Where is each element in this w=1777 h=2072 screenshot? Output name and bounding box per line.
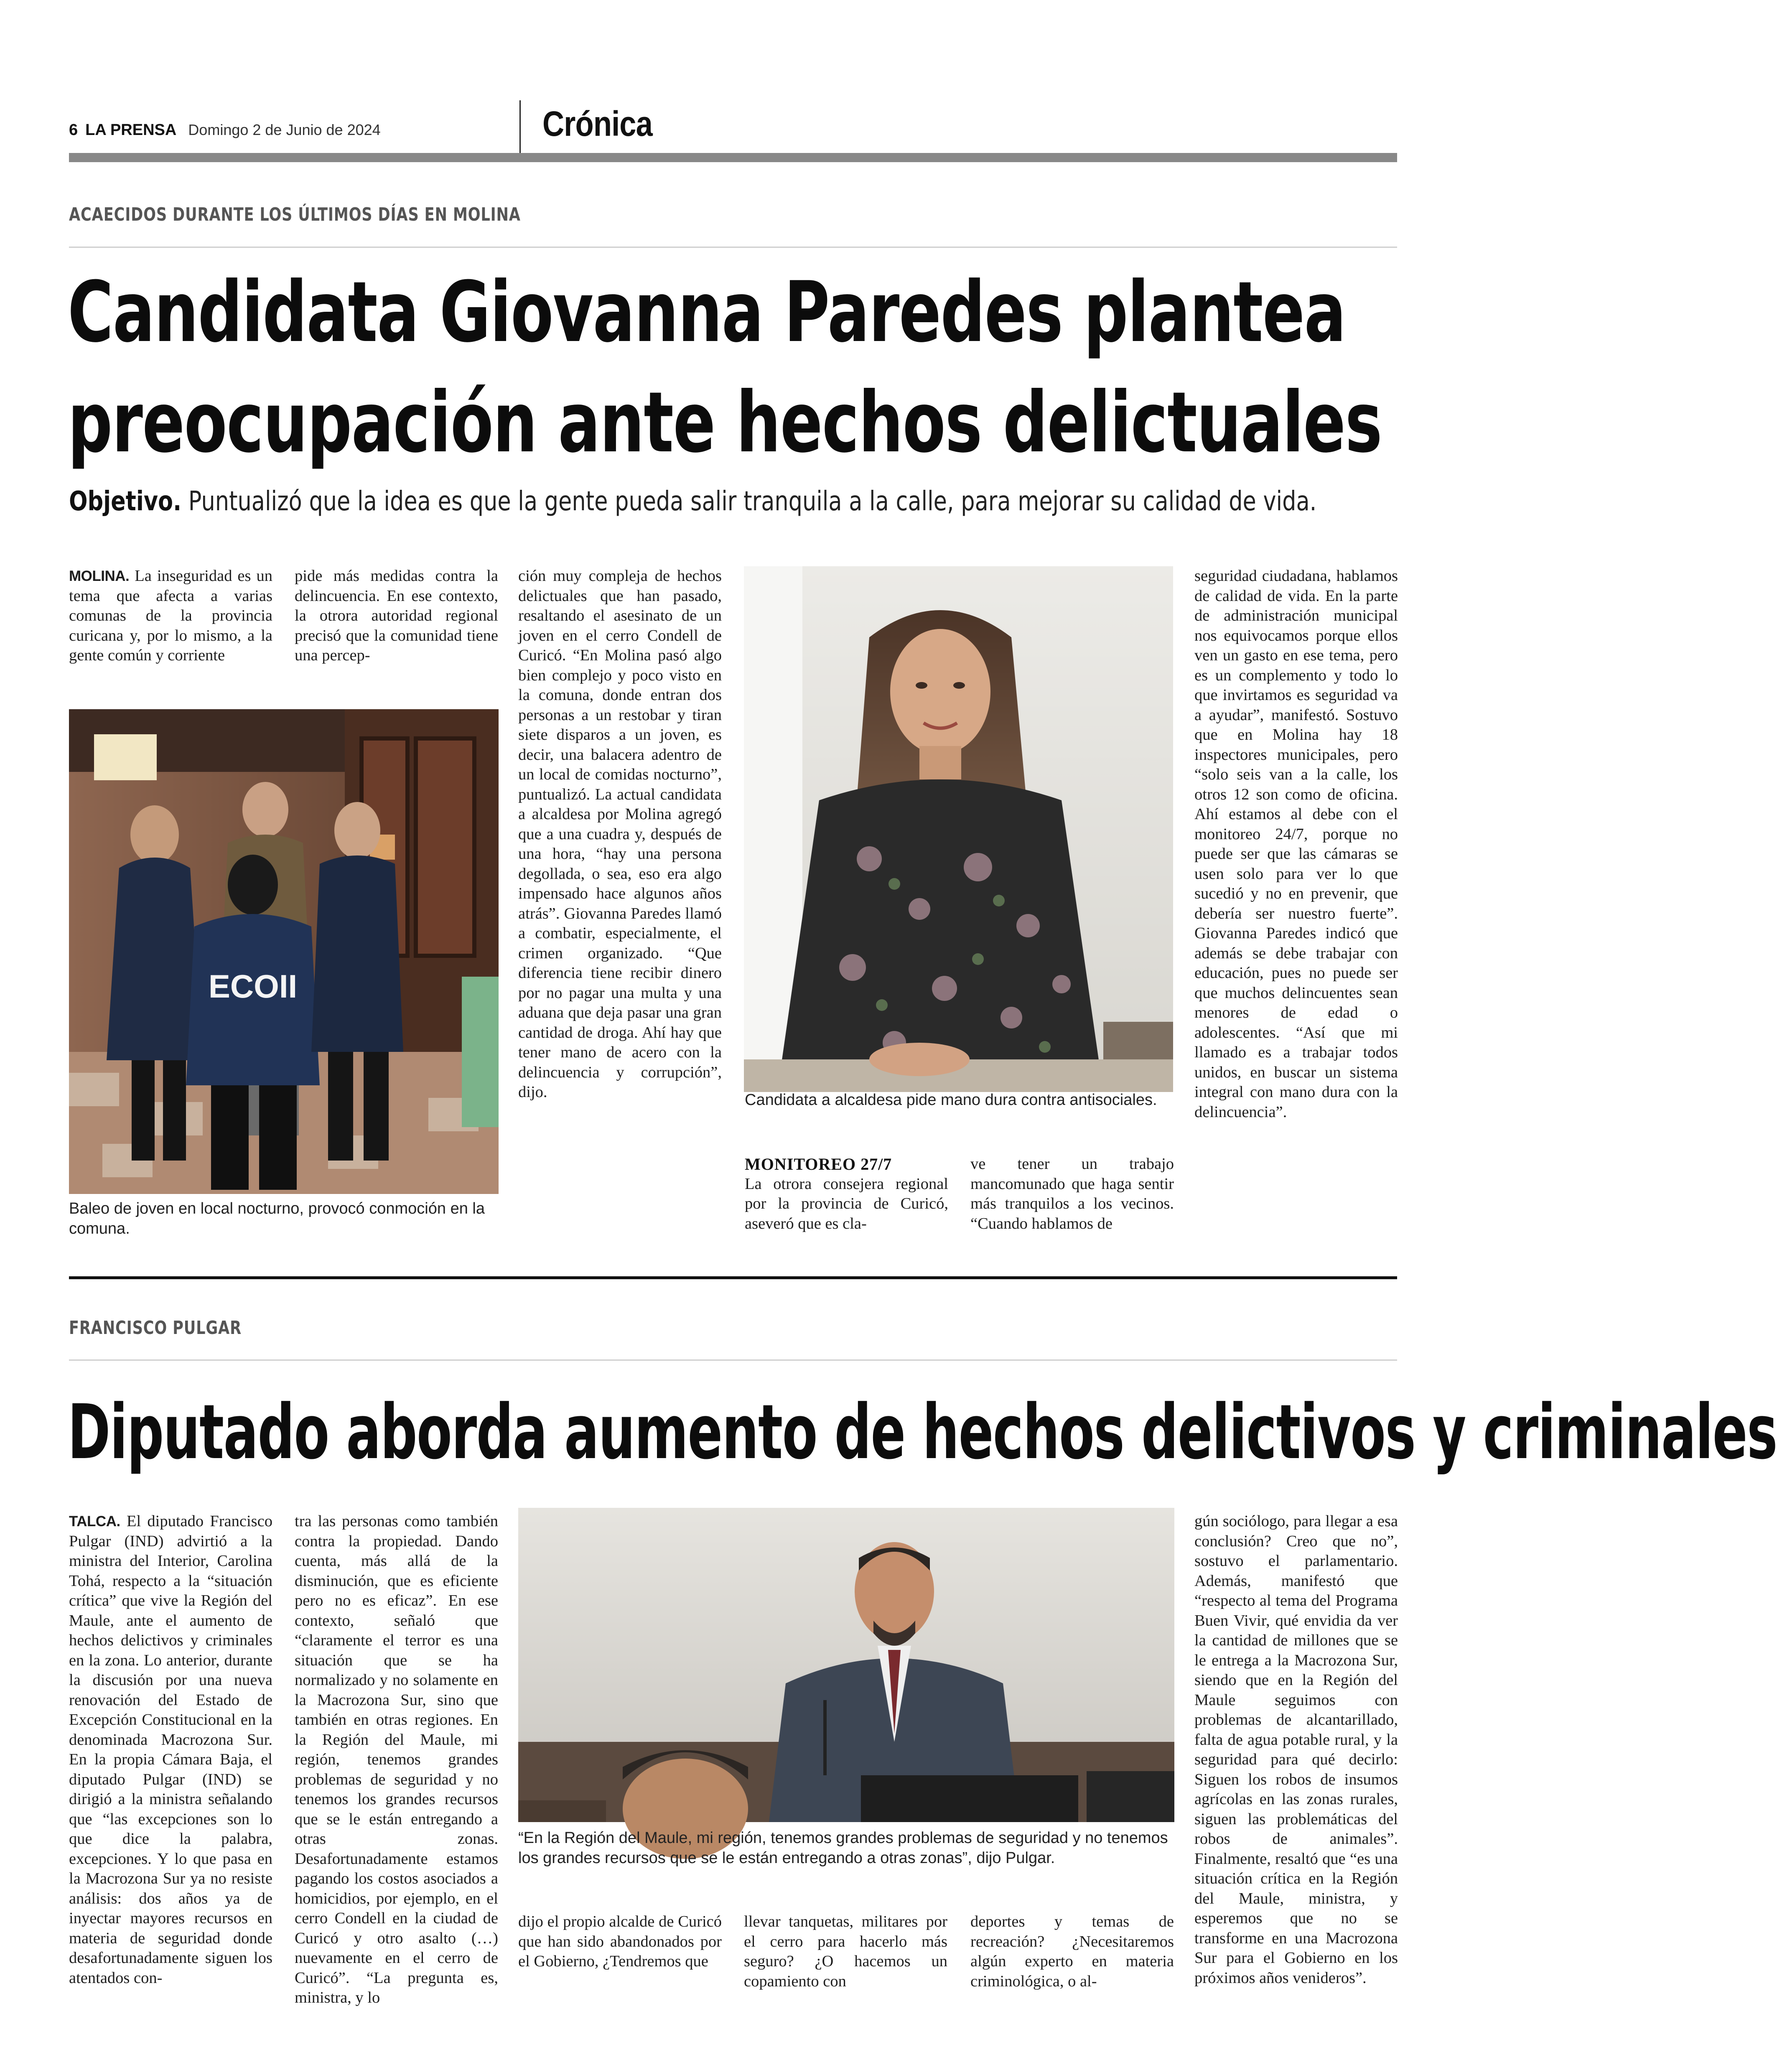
subhead-text: Puntualizó que la idea es que la gente pueda salir tranquila a la calle, para mejorar su calidad de vida. [181, 486, 1317, 517]
ecoii-jacket-label: ECOII [208, 968, 298, 1005]
crime-scene-photo [69, 709, 499, 1194]
monitoreo-subtitle: MONITOREO 27/7 [745, 1155, 892, 1173]
candidate-portrait-photo [744, 566, 1173, 1092]
article1-headline-line2: preocupación ante hechos delictuales [68, 374, 1382, 471]
article1-kicker: ACAECIDOS DURANTE LOS ÚLTIMOS DÍAS EN MOLINA [69, 204, 521, 225]
subhead-label: Objetivo. [69, 486, 182, 517]
article-separator [69, 1276, 1397, 1279]
article2-column-1 [69, 1512, 272, 2055]
article2-column-5: deportes y temas de recreación? ¿Necesitaremos algún experto en materia criminológica, o al- [970, 1913, 1174, 1990]
article1-col1-text: La inseguridad es un tema que afecta a varias comunas de la provincia curicana y, por lo mismo, a la gente común y corriente [69, 567, 272, 664]
article1-kicker-rule [69, 247, 1397, 248]
candidate-portrait-caption: Candidata a alcaldesa pide mano dura contra antisociales. [745, 1091, 1157, 1109]
page-number: 6 [69, 121, 78, 139]
header-bar [69, 153, 1397, 162]
article1-column-5: ve tener un trabajo mancomunado que haga sentir más tranquilos a los vecinos. “Cuando hablamos de [970, 1155, 1174, 1232]
article2-col1-text: El diputado Francisco Pulgar (IND) advirtió a la ministra del Interior, Carolina Tohá, respecto a la “situación crítica” que vive la Región del Maule, ante el aumento de hechos delictivos y criminales en la zona. Lo anterior, durante la discusión por una nueva renovación del Estado de Excepción Constitucional en la denominada Macrozona Sur. En la propia Cámara Baja, el diputado Pulgar (IND) se dirigió a la ministra señalando que “las excepciones son lo que dice la palabra, excepciones. Y lo que pasa en la Macrozona Sur ya no resiste análisis: dos años ya de inyectar mayores recursos en materia de seguridad donde desafortunadamente siguen los atentados con- [69, 1512, 272, 1987]
crime-scene-photo-caption: Baleo de joven en local nocturno, provocó conmoción en la comuna. [69, 1200, 485, 1237]
article2-dateline: TALCA. [69, 1513, 120, 1530]
article1-column-1 [69, 566, 272, 673]
issue-date: Domingo 2 de Junio de 2024 [188, 121, 381, 138]
section-title: Crónica [542, 104, 652, 143]
article1-column-6: seguridad ciudadana, hablamos de calidad de vida. En la parte de administración municipal nos equivocamos porque ellos ven un gasto en ese tema, pero es un complemento y todo lo que invirtamos es seguridad va a ayudar”, manifestó. Sostuvo que en Molina hay 18 inspectores municipales, pero “solo seis van a la calle, los otros 12 son como de oficina. Ahí estamos al debe con el monitoreo 24/7, porque no puede ser que las cámaras se usen solo para ver lo que sucedió y no en prevenir, que debería ser nuestro fuerte”. Giovanna Paredes indicó que además se debe trabajar con educación, pues no puede ser que muchos delincuentes sean menores de edad o adolescentes. “Así que mi llamado es a trabajar todos unidos, en buscar un sistema integral con mano dura con la delincuencia”. [1194, 567, 1398, 1121]
deputy-speaking-art [518, 1508, 1174, 1822]
candidate-portrait-art [744, 566, 1173, 1092]
crime-scene-photo-art [69, 709, 499, 1194]
deputy-speaking-photo [518, 1508, 1174, 1822]
article1-column-3: ción muy compleja de hechos delictuales que han pasado, resaltando el asesinato de un joven en el cerro Condell de Curicó. “En Molina pasó algo bien complejo y poco visto en la comuna, donde entran dos personas a un restobar y tiran siete disparos a un joven, es decir, una balacera adentro de un local de comidas nocturno”, puntualizó. La actual candidata a alcaldesa por Molina agregó que a una cuadra y, después de una hora, “hay una persona degollada, o sea, eso era algo impensado hace algunos años atrás”. Giovanna Paredes llamó a combatir, especialmente, el crimen organizado. “Que diferencia tiene recibir dinero por no pagar una multa y una aduana que deja pasar una gran cantidad de droga. Ahí hay que tener mano de acero con la delincuencia y corrupción”, dijo. [518, 567, 722, 1101]
article2-column-6: gún sociólogo, para llegar a esa conclusión? Creo que no”, sostuvo el parlamentario. Además, manifestó que “respecto al tema del Programa Buen Vivir, qué envidia da ver la cantidad de millones que se le entrega a la Macrozona Sur, siendo que en la Región del Maule seguimos con problemas de alcantarillado, falta de agua potable rural, y la seguridad para qué decirlo: Siguen los robos de insumos agrícolas en las zonas rurales, siguen las problemáticas del robos de animales”. Finalmente, resaltó que “es una situación crítica en la Región del Maule, ministra, y esperemos que no se transforme en una Macrozona Sur para el Gobierno en los próximos años venideros”. [1194, 1512, 1398, 1987]
article1-dateline: MOLINA. [69, 568, 130, 584]
article1-headline-line1: Candidata Giovanna Paredes plantea [68, 264, 1346, 361]
article2-column-2: tra las personas como también contra la propiedad. Dando cuenta, más allá de la disminución, que es eficiente pero no es eficaz”. En ese contexto, señaló que “claramente el terror es una situación que se ha normalizado y no solamente en la Macrozona Sur, sino que también en otras regiones. En la Región del Maule, mi región, tenemos grandes problemas de seguridad y no tenemos los grandes recursos que se le están entregando a otras zonas. Desafortunadamente estamos pagando los costos asociados a homicidios, por ejemplo, en el cerro Condell en la ciudad de Curicó y otro asalto (…) nuevamente en el cerro de Curicó”. “La pregunta es, ministra, y lo [295, 1512, 498, 2006]
article2-kicker-rule [69, 1359, 1397, 1361]
article1-subhead [69, 486, 1316, 517]
header-divider [519, 100, 521, 154]
article1-column-2: pide más medidas contra la delincuencia. En ese contexto, la otrora autoridad regional precisó que la comunidad tiene una percep- [295, 567, 498, 664]
article2-headline: Diputado aborda aumento de hechos delictivos y criminales [68, 1389, 1777, 1476]
article2-kicker: FRANCISCO PULGAR [69, 1317, 242, 1339]
article2-column-3: dijo el propio alcalde de Curicó que han sido abandonados por el Gobierno, ¿Tendremos que [518, 1913, 722, 1970]
article2-column-4: llevar tanquetas, militares por el cerro para hacerlo más seguro? ¿O hacemos un copamiento con [744, 1913, 947, 1990]
article1-column-4 [745, 1154, 948, 1242]
newspaper-name: LA PRENSA [85, 121, 177, 139]
deputy-speaking-caption: “En la Región del Maule, mi región, tenemos grandes problemas de seguridad y no tenemos los grandes recursos que se le están entregando a otras zonas”, dijo Pulgar. [518, 1829, 1168, 1867]
article1-col4-text: La otrora consejera regional por la provincia de Curicó, aseveró que es cla- [745, 1175, 948, 1232]
page-header [69, 121, 381, 142]
